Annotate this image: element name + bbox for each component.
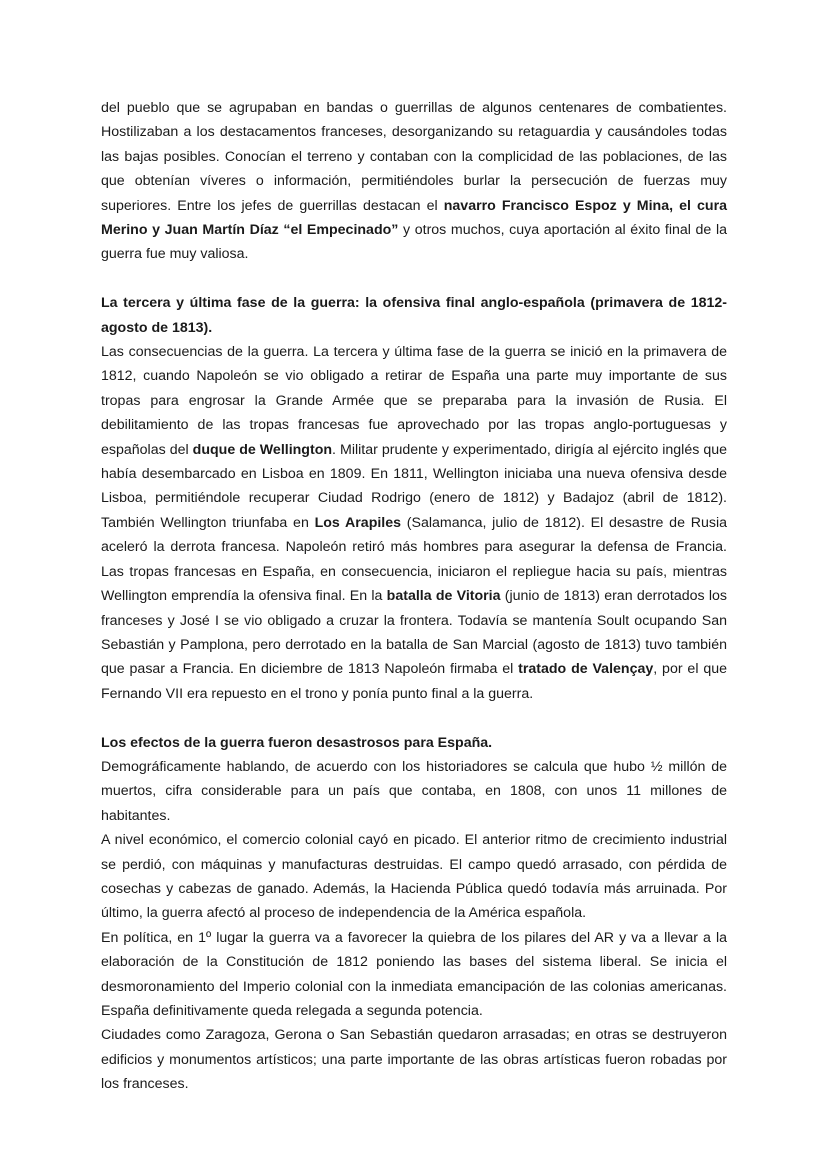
- paragraph-political: En política, en 1º lugar la guerra va a favorecer la quiebra de los pilares del AR y va a llevar a la elaboración de la Constitución de 1812 poniendo las bases del sistema liberal. Se inicia el desmoronamiento del Imperio colonial con la inmediata emancipación de las colonias americanas. España definitivamente queda relegada a segunda potencia.: [101, 929, 727, 1019]
- paragraph-economic: A nivel económico, el comercio colonial cayó en picado. El anterior ritmo de crecimiento industrial se perdió, con máquinas y manufacturas destruidas. El campo quedó arrasado, con pérdida de cosechas y cabezas de ganado. Además, la Hacienda Pública quedó todavía más arruinada. Por último, la guerra afectó al proceso de independencia de la América española.: [101, 832, 727, 922]
- paragraph-third-phase: Las consecuencias de la guerra. La tercera y última fase de la guerra se inició en la primavera de 1812, cuando Napoleón se vio obligado a retirar de España una parte muy importante de sus tropas para engrosar la Grande Armée que se preparaba para la invasión de Rusia. El debilitamiento de las tropas francesas fue aprovechado por las tropas anglo-portuguesas y españolas del duque de Wellington. Militar prudente y experimentado, dirigía al ejército inglés que había desembarcado en Lisboa en 1809. En 1811, Wellington iniciaba una nueva ofensiva desde Lisboa, permitiéndole recuperar Ciudad Rodrigo (enero de 1812) y Badajoz (abril de 1812). También Wellington triunfaba en Los Arapiles (Salamanca, julio de 1812). El desastre de Rusia aceleró la derrota francesa. Napoleón retiró más hombres para asegurar la defensa de Francia. Las tropas francesas en España, en consecuencia, iniciaron el repliegue hacia su país, mientras Wellington emprendía la ofensiva final. En la batalla de Vitoria (junio de 1813) eran derrotados los franceses y José I se vio obligado a cruzar la frontera. Todavía se mantenía Soult ocupando San Sebastián y Pamplona, pero derrotado en la batalla de San Marcial (agosto de 1813) tuvo también que pasar a Francia. En diciembre de 1813 Napoleón firmaba el tratado de Valençay, por el que Fernando VII era repuesto en el trono y ponía punto final a la guerra.: [101, 344, 728, 702]
- bold-tratado-valencay: tratado de Valençay: [518, 661, 654, 678]
- spacer: [101, 706, 727, 730]
- paragraph-demographic: Demográficamente hablando, de acuerdo con los historiadores se calcula que hubo ½ millón de muertos, cifra considerable para un país que contaba, en 1808, con unos 11 millones de habitantes.: [101, 758, 727, 824]
- document-page: [101, 96, 727, 1097]
- paragraph-guerrillas: del pueblo que se agrupaban en bandas o guerrillas de algunos centenares de combatientes. Hostilizaban a los destacamentos franceses, desorganizando su retaguardia y causándoles todas las bajas posibles. Conocían el terreno y contaban con la complicidad de las poblaciones, de las que obtenían víveres o información, permitiéndoles burlar la persecución de fuerzas muy superiores. Entre los jefes de guerrillas destacan el navarro Francisco Espoz y Mina, el cura Merino y Juan Martín Díaz “el Empecinado” y otros muchos, cuya aportación al éxito final de la guerra fue muy valiosa.: [101, 100, 727, 263]
- paragraph-cities: Ciudades como Zaragoza, Gerona o San Sebastián quedaron arrasadas; en otras se destruyeron edificios y monumentos artísticos; una parte importante de las obras artísticas fueron robadas por los franceses.: [101, 1027, 727, 1093]
- section-heading-third-phase: La tercera y última fase de la guerra: la ofensiva final anglo-española (primavera de 1812-agosto de 1813).: [101, 295, 727, 336]
- spacer: [101, 267, 727, 291]
- section-heading-effects: Los efectos de la guerra fueron desastrosos para España.: [101, 734, 493, 751]
- bold-duque-wellington: duque de Wellington: [192, 441, 333, 458]
- bold-batalla-vitoria: batalla de Vitoria: [386, 588, 501, 605]
- guerrilla-leaders: navarro Francisco Espoz y Mina, el cura Merino y Juan Martín Díaz “el Empecinado”: [101, 197, 727, 239]
- bold-los-arapiles: Los Arapiles: [314, 514, 402, 531]
